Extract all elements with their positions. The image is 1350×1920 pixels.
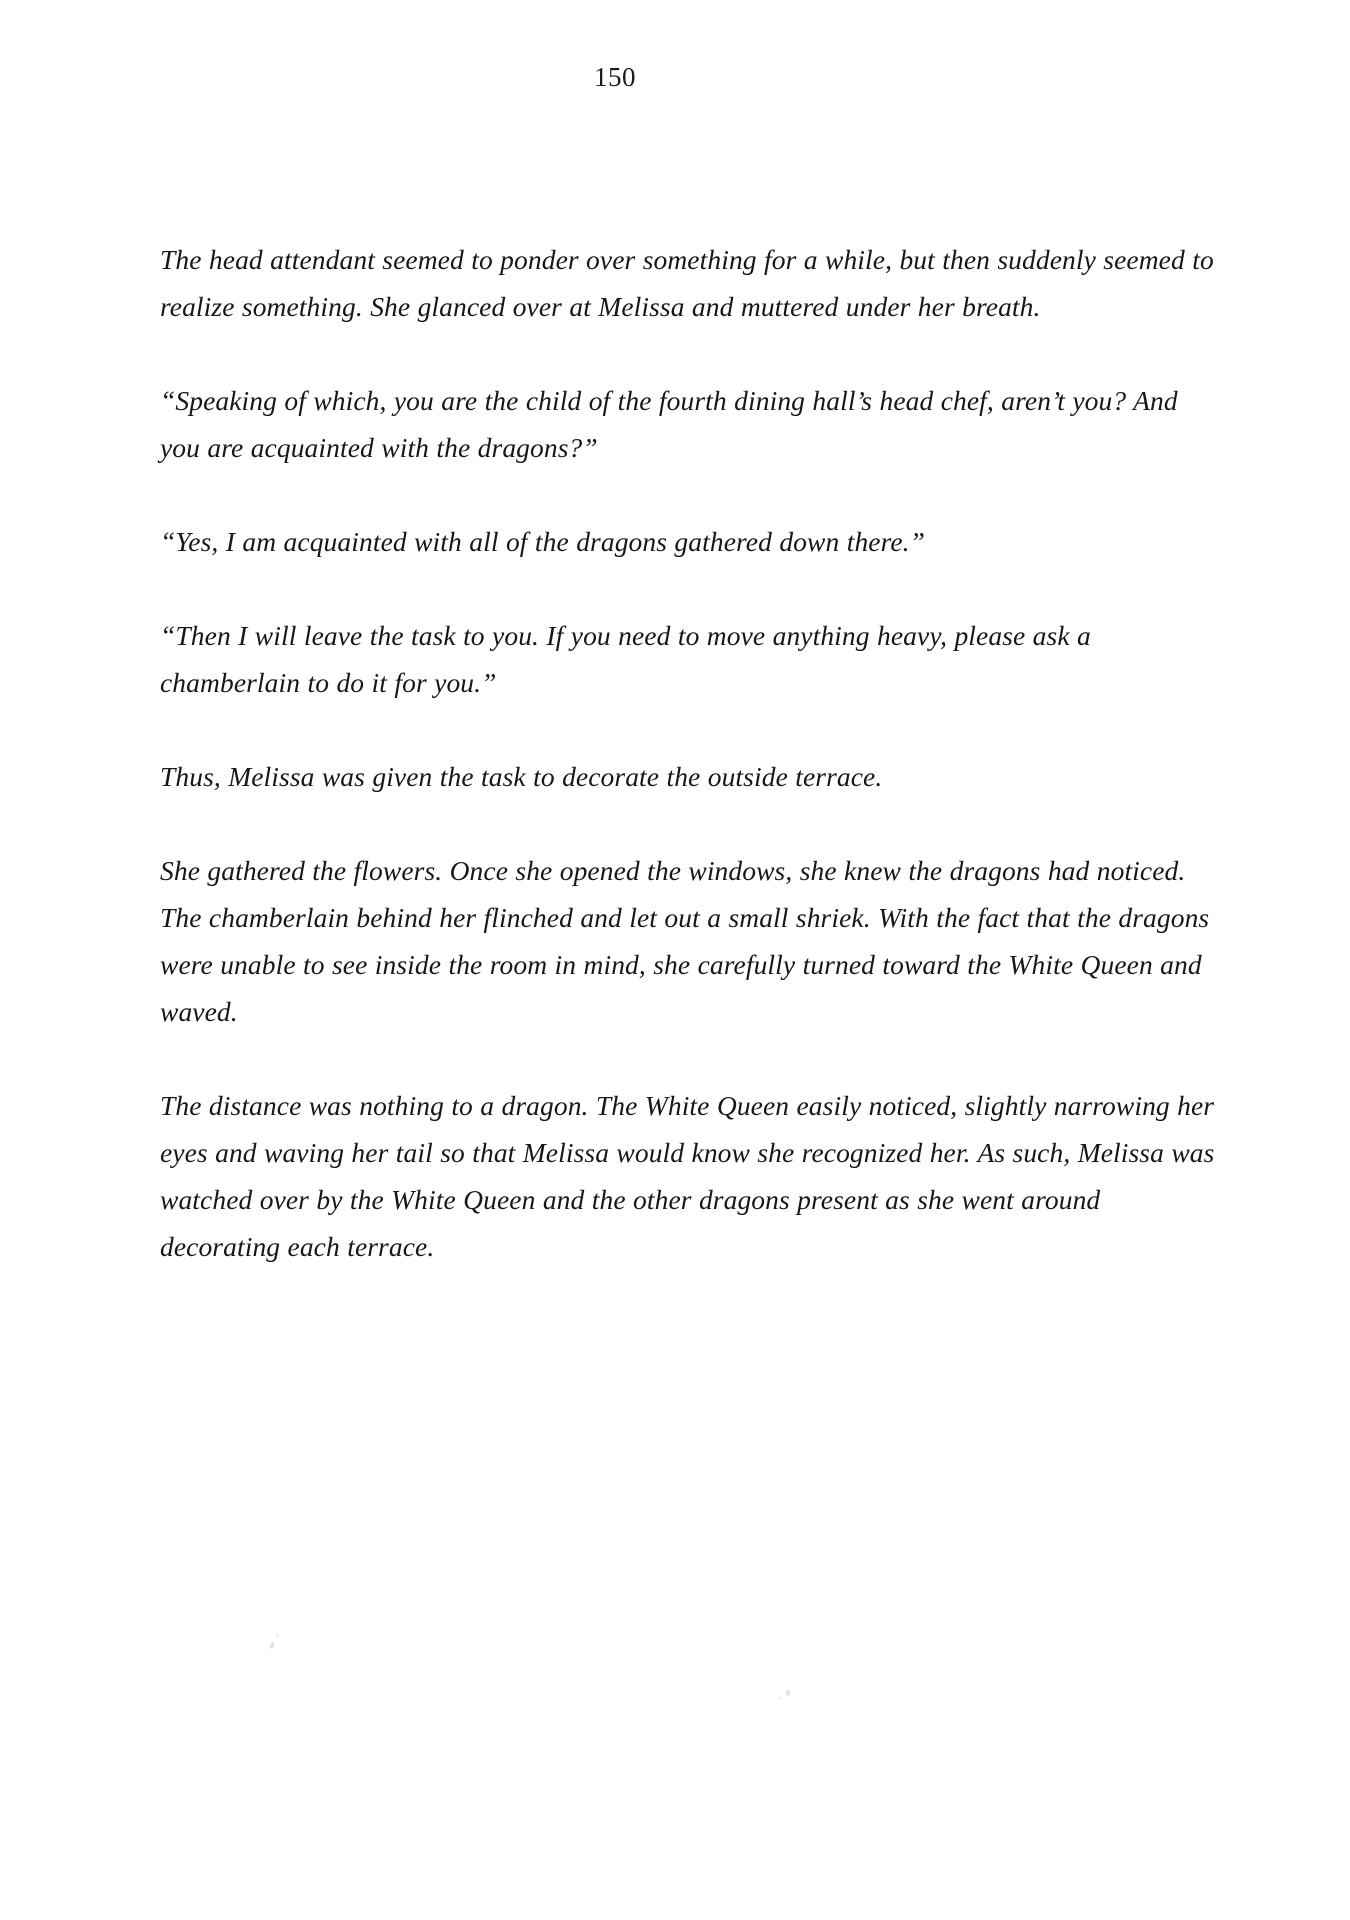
scan-speckle [276, 1633, 279, 1637]
paragraph: She gathered the flowers. Once she opened the windows, she knew the dragons had noticed. The chamberlain behind her flinched and let out a small shriek. With the fact that the dragons were unable to see inside the room in mind, she carefully turned toward the White Queen and waved. [160, 855, 1210, 1027]
scan-speckle [779, 1697, 782, 1700]
paragraph: The distance was nothing to a dragon. The White Queen easily noticed, slightly narrowing her eyes and waving her tail so that Melissa would know she recognized her. As such, Melissa was watched over by the White Queen and the other dragons present as she went around decorating each terrace. [160, 1090, 1215, 1262]
paragraph: Thus, Melissa was given the task to decorate the outside terrace. [160, 761, 883, 792]
body-text-block [160, 236, 1220, 1270]
paragraph: “Speaking of which, you are the child of the fourth dining hall’s head chef, aren’t you? And you are acquainted with the dragons?” [160, 385, 1178, 463]
scan-speckle [785, 1690, 790, 1697]
paragraph: “Yes, I am acquainted with all of the dragons gathered down there.” [160, 526, 926, 557]
page-number: 150 [594, 62, 636, 92]
paragraph: The head attendant seemed to ponder over something for a while, but then suddenly seemed to realize something. She glanced over at Melissa and muttered under her breath. [160, 244, 1214, 322]
paragraph: “Then I will leave the task to you. If you need to move anything heavy, please ask a chamberlain to do it for you.” [160, 620, 1091, 698]
scan-speckle [269, 1642, 275, 1650]
